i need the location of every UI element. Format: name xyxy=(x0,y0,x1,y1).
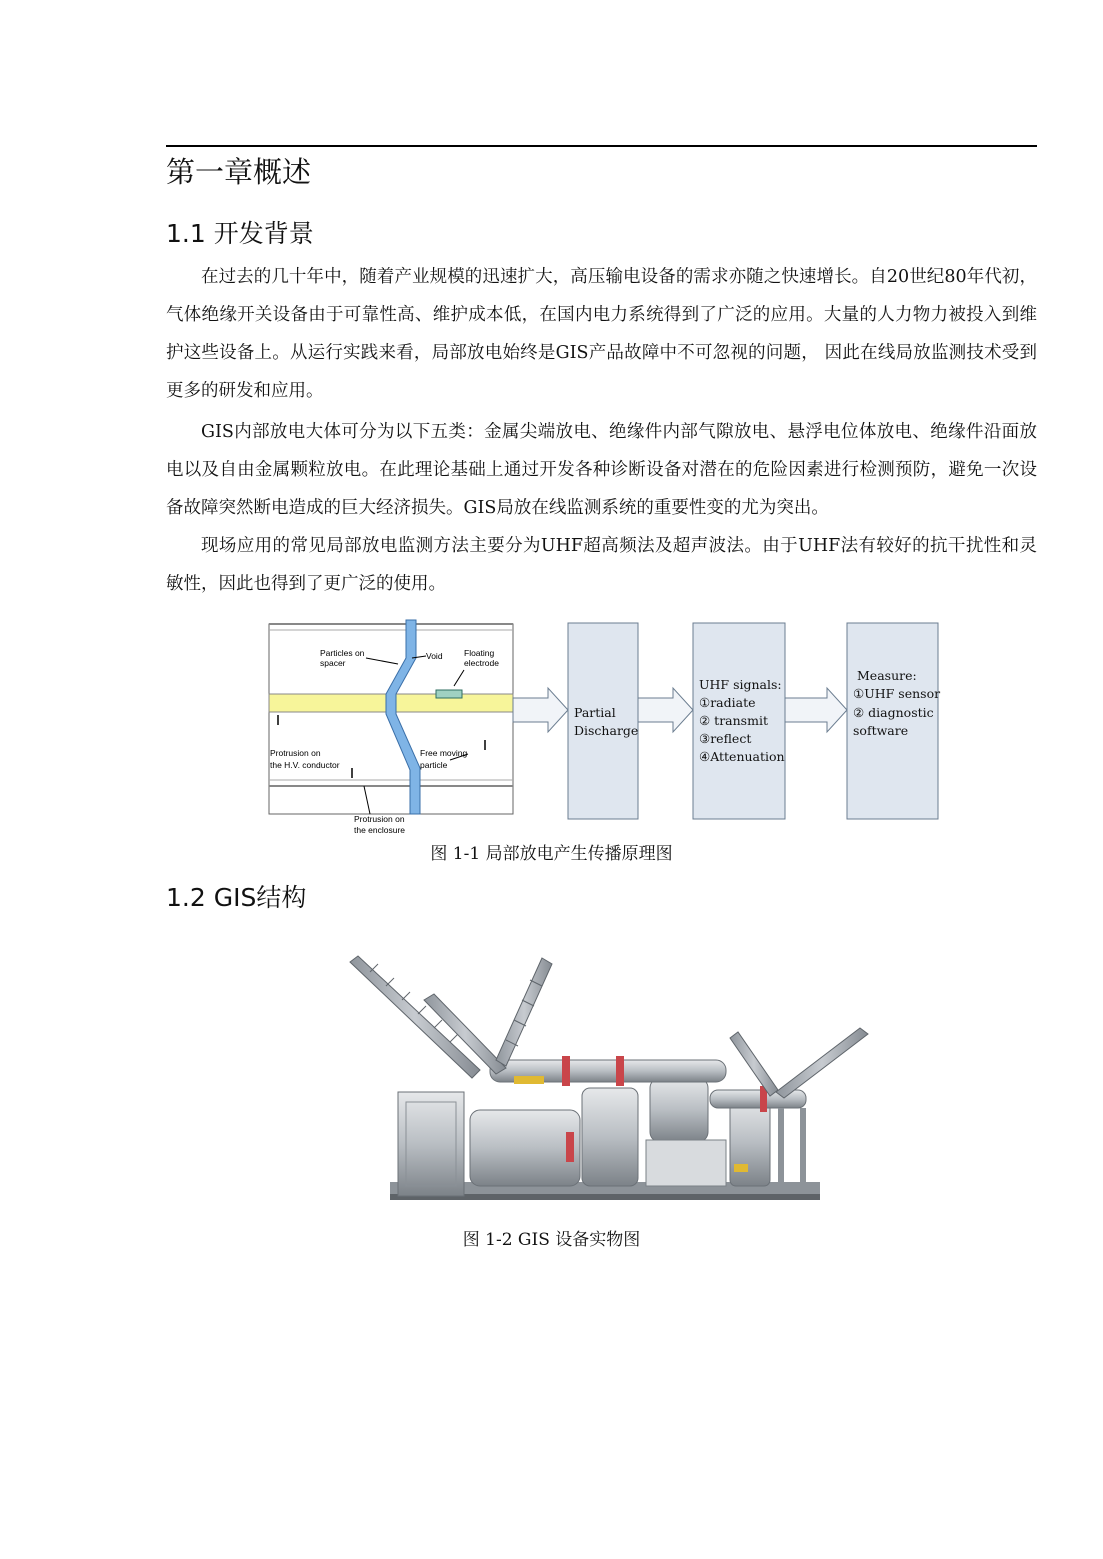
box3-line-3: ② diagnostic xyxy=(853,705,934,720)
box1-line-2: Discharge xyxy=(574,723,639,738)
pd-propagation-diagram xyxy=(268,618,943,843)
paragraph-2: GIS内部放电大体可分为以下五类：金属尖端放电、绝缘件内部气隙放电、悬浮电位体放电、绝缘件沿面放电以及自由金属颗粒放电。在此理论基础上通过开发各种诊断设备对潜在的危险因素进行检测预防，避免一次设备故障突然断电造成的巨大经济损失。GIS局放在线监测系统的重要性变的尤为突出。 xyxy=(166,422,1037,518)
label-void: Void xyxy=(426,651,443,661)
label-protrusion-enclosure-2: the enclosure xyxy=(354,825,406,835)
label-floating-1: Floating xyxy=(464,648,495,658)
bushing-left xyxy=(350,956,480,1078)
label-particles-on-spacer-2: spacer xyxy=(320,658,346,668)
label-protrusion-hv-1: Protrusion on xyxy=(270,748,321,758)
arrow-3 xyxy=(785,688,847,732)
chapter-title: 第一章概述 xyxy=(166,155,312,189)
floating-electrode-mark xyxy=(436,690,462,698)
paragraph-3: 现场应用的常见局部放电监测方法主要分为UHF超高频法及超声波法。由于UHF法有较好的抗干扰性和灵敏性，因此也得到了更广泛的使用。 xyxy=(166,536,1037,594)
box2-line-5: ④Attenuation xyxy=(699,749,785,764)
box-measure xyxy=(847,623,941,819)
box3-line-1: Measure: xyxy=(857,668,917,683)
box2-line-1: UHF signals: xyxy=(699,677,782,692)
paragraph-1: 在过去的几十年中，随着产业规模的迅速扩大，高压输电设备的需求亦随之快速增长。自20世纪80年代初，气体绝缘开关设备由于可靠性高、维护成本低，在国内电力系统得到了广泛的应用。大量的人力物力被投入到维护这些设备上。从运行实践来看，局部放电始终是GIS产品故障中不可忽视的问题， 因此在线局放监测技术受到更多的研发和应用。 xyxy=(166,267,1037,401)
figure2-caption: 图 1-2 GIS 设备实物图 xyxy=(462,1230,641,1250)
label-protrusion-enclosure-1: Protrusion on xyxy=(354,814,405,824)
bushing-right xyxy=(730,1028,868,1098)
label-free-moving-2: particle xyxy=(420,760,448,770)
box3-line-4: software xyxy=(853,723,909,738)
section-heading-1: 1.1 开发背景 xyxy=(166,219,314,248)
box3-line-2: ①UHF sensor xyxy=(853,686,941,701)
arrow-1 xyxy=(513,688,568,732)
box-partial-discharge xyxy=(568,623,638,819)
label-free-moving-1: Free moving xyxy=(420,748,468,758)
section-heading-2: 1.2 GIS结构 xyxy=(166,883,307,912)
label-protrusion-hv-2: the H.V. conductor xyxy=(270,760,340,770)
label-particles-on-spacer-1: Particles on xyxy=(320,648,365,658)
gis-equipment-photo xyxy=(330,950,880,1220)
box2-line-2: ①radiate xyxy=(699,695,756,710)
box1-line-1: Partial xyxy=(574,705,616,720)
bushing-middle-right xyxy=(496,958,552,1066)
figure1-caption: 图 1-1 局部放电产生传播原理图 xyxy=(430,844,673,864)
arrow-2 xyxy=(638,688,693,732)
box2-line-3: ② transmit xyxy=(699,713,768,728)
header-rule xyxy=(166,145,1037,147)
label-floating-2: electrode xyxy=(464,658,499,668)
box2-line-4: ③reflect xyxy=(699,731,752,746)
